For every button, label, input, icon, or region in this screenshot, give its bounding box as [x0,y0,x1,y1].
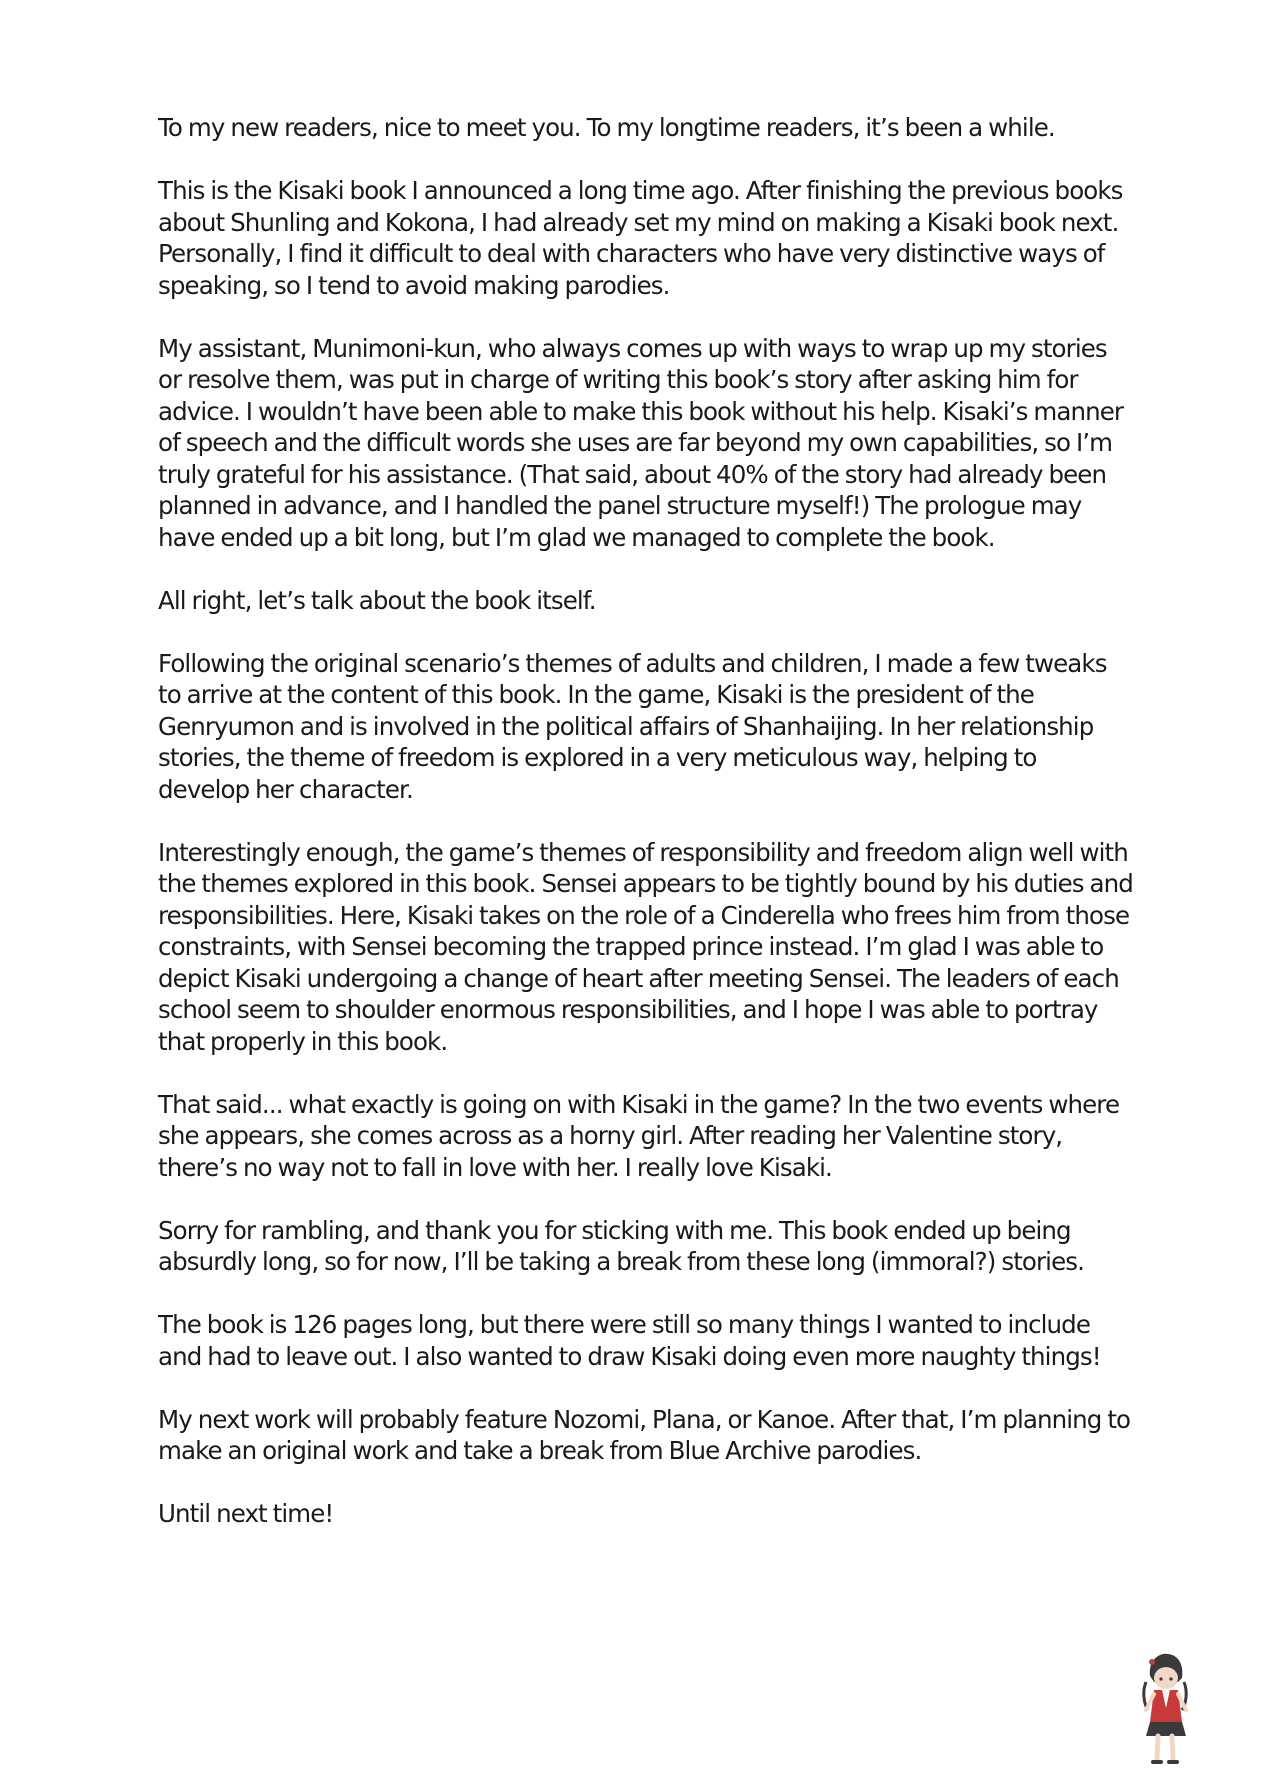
afterword-paragraph-2: This is the Kisaki book I announced a long time ago. After finishing the previous books about Shunling and Kokona, I had already set my mind on making a Kisaki book next. Personally, I find it difficult to deal with characters who have very distinctive ways of speaking, so I tend to avoid making parodies. [158,176,1123,300]
afterword-paragraph-3: My assistant, Munimoni-kun, who always comes up with ways to wrap up my stories or resolve them, was put in charge of writing this book’s story after asking him for advice. I wouldn’t have been able to make this book without his help. Kisaki’s manner of speech and the difficult words she uses are far beyond my own capabilities, so I’m truly grateful for his assistance. (That said, about 40% of the story had already been planned in advance, and I handled the panel structure myself!) The prologue may have ended up a bit long, but I’m glad we managed to complete the book. [158,333,1124,552]
afterword-paragraph-11: Until next time! [158,1499,334,1528]
afterword-paragraph-1: To my new readers, nice to meet you. To my longtime readers, it’s been a while. [158,113,1055,142]
afterword-text [158,112,1133,1530]
afterword-paragraph-10: My next work will probably feature Nozomi, Plana, or Kanoe. After that, I’m planning to make an original work and take a break from Blue Archive parodies. [158,1404,1131,1465]
afterword-paragraph-7: That said... what exactly is going on with Kisaki in the game? In the two events where she appears, she comes across as a horny girl. After reading her Valentine story, there’s no way not to fall in love with her. I really love Kisaki. [158,1089,1120,1182]
afterword-paragraph-5: Following the original scenario’s themes of adults and children, I made a few tweaks to arrive at the content of this book. In the game, Kisaki is the president of the Genryumon and is involved in the political affairs of Shanhaijing. In her relationship stories, the theme of freedom is explored in a very meticulous way, helping to develop her character. [158,648,1107,804]
afterword-paragraph-6: Interestingly enough, the game’s themes of responsibility and freedom align well with the themes explored in this book. Sensei appears to be tightly bound by his duties and responsibilities. Here, Kisaki takes on the role of a Cinderella who frees him from those constraints, with Sensei becoming the trapped prince instead. I’m glad I was able to depict Kisaki undergoing a change of heart after meeting Sensei. The leaders of each school seem to shoulder enormous responsibilities, and I hope I was able to portray that properly in this book. [158,837,1133,1056]
afterword-paragraph-8: Sorry for rambling, and thank you for sticking with me. This book ended up being absurdly long, so for now, I’ll be taking a break from these long (immoral?) stories. [158,1215,1084,1276]
afterword-paragraph-9: The book is 126 pages long, but there were still so many things I wanted to include and had to leave out. I also wanted to draw Kisaki doing even more naughty things! [158,1310,1101,1371]
chibi-character-icon [1140,1648,1190,1773]
afterword-paragraph-4: All right, let’s talk about the book itself. [158,585,596,615]
